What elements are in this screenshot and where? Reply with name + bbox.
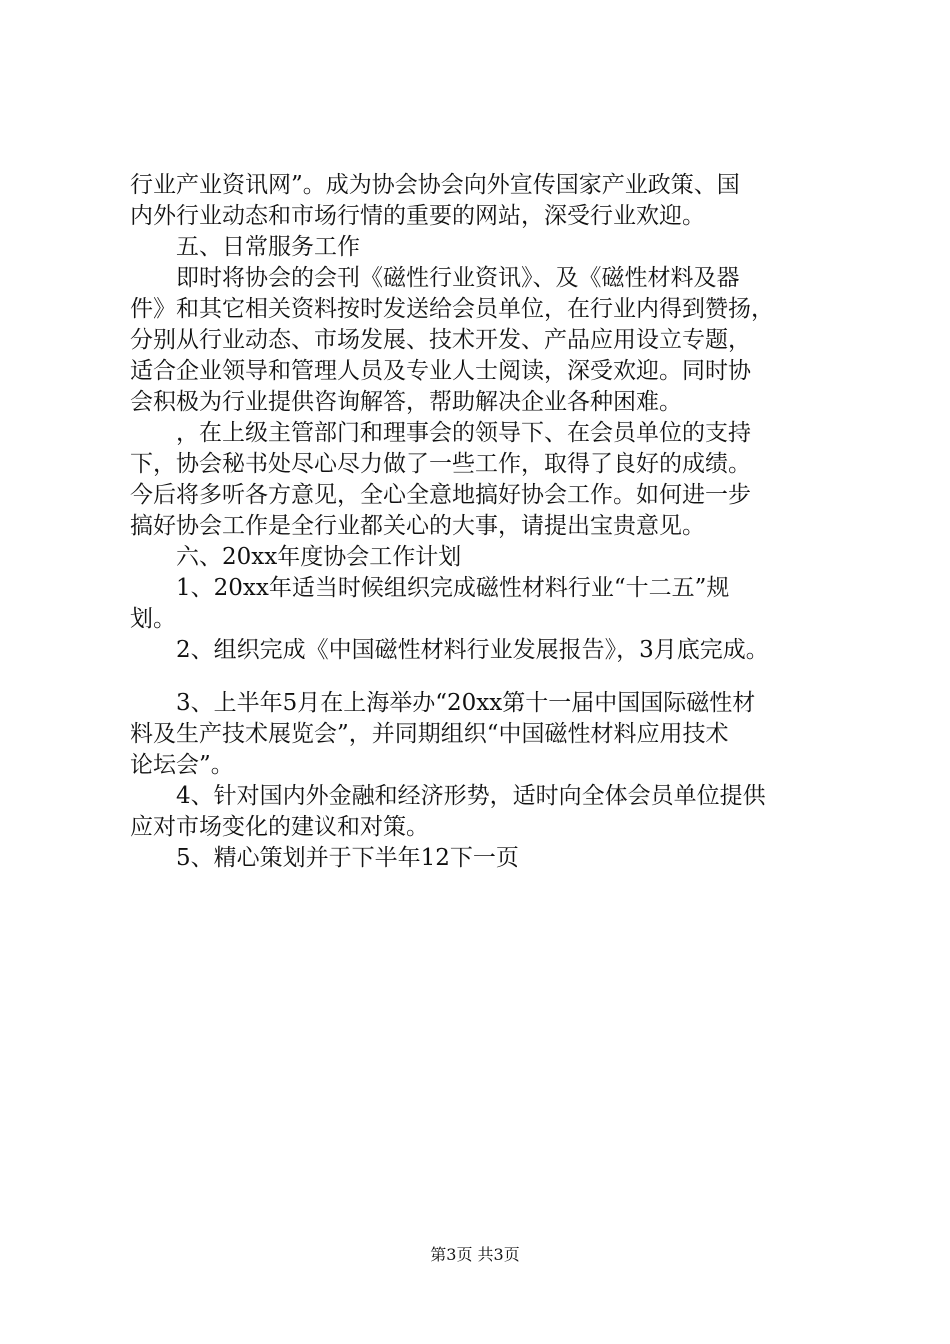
text-line: 行业产业资讯网”。成为协会协会向外宣传国家产业政策、国 [130, 172, 740, 198]
text-line: 今后将多听各方意见，全心全意地搞好协会工作。如何进一步 [130, 482, 751, 508]
text-line: 论坛会”。 [130, 752, 234, 778]
text-line: 内外行业动态和市场行情的重要的网站，深受行业欢迎。 [130, 203, 705, 229]
text-line: 件》和其它相关资料按时发送给会员单位，在行业内得到赞扬， [130, 296, 774, 322]
text-line: 分别从行业动态、市场发展、技术开发、产品应用设立专题， [130, 327, 751, 353]
section-heading: 六、20xx年度协会工作计划 [176, 544, 462, 570]
text-line: 应对市场变化的建议和对策。 [130, 814, 429, 840]
paragraph-gap [130, 666, 830, 688]
list-item: 2、组织完成《中国磁性材料行业发展报告》，3月底完成。 [176, 637, 769, 663]
text-line: 划。 [130, 606, 176, 632]
text-line: ，在上级主管部门和理事会的领导下、在会员单位的支持 [176, 420, 751, 446]
text-line: 适合企业领导和管理人员及专业人士阅读，深受欢迎。同时协 [130, 358, 751, 384]
list-item: 3、上半年5月在上海举办“20xx第十一届中国国际磁性材 [176, 690, 756, 716]
text-line: 即时将协会的会刊《磁性行业资讯》、及《磁性材料及器 [176, 265, 740, 291]
list-item: 1、20xx年适当时候组织完成磁性材料行业“十二五”规 [176, 575, 730, 601]
list-item: 5、精心策划并于下半年12下一页 [176, 845, 519, 871]
text-line: 搞好协会工作是全行业都关心的大事，请提出宝贵意见。 [130, 513, 705, 539]
page-number-footer: 第3页 共3页 [430, 1245, 520, 1264]
text-line: 下，协会秘书处尽心尽力做了一些工作，取得了良好的成绩。 [130, 451, 751, 477]
text-line: 料及生产技术展览会”，并同期组织“中国磁性材料应用技术 [130, 721, 729, 747]
text-line: 会积极为行业提供咨询解答，帮助解决企业各种困难。 [130, 389, 682, 415]
section-heading: 五、日常服务工作 [176, 234, 360, 260]
list-item: 4、针对国内外金融和经济形势，适时向全体会员单位提供 [176, 783, 766, 809]
document-body [130, 170, 830, 874]
